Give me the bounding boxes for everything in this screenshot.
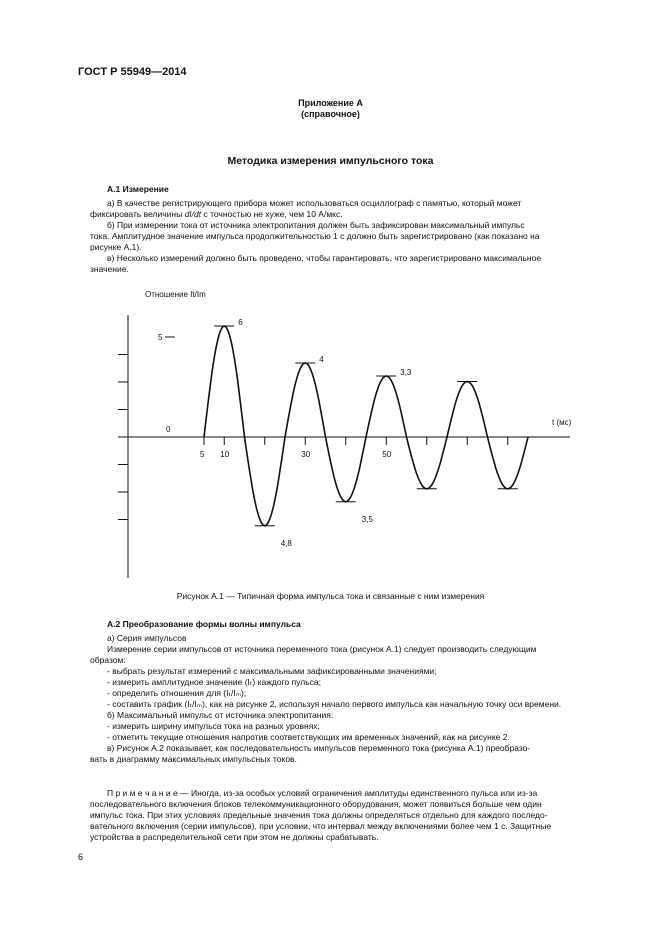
note-line1: — Иногда, из-за особых условий ограничения амплитуды единственного пульса или из-за: [177, 788, 538, 798]
note-label: П р и м е ч а н и е: [107, 788, 178, 798]
peak-label: 3,3: [400, 367, 412, 377]
peak-label: 3,5: [361, 514, 373, 524]
a2-c-line2: вать в диаграмму максимальных импульсных токов.: [90, 754, 297, 764]
a1-a-line2: фиксировать величины: [90, 209, 185, 219]
list-item: - выбрать результат измерений с максимальными зафиксированными значениями;: [107, 666, 437, 676]
pulse-waveform: [204, 326, 528, 526]
a2-a-title: а) Серия импульсов: [107, 633, 187, 643]
note-line4: вательного включения (серии импульсов), при условии, что интервал между включениями более чем 1 с. Защитные: [90, 821, 552, 831]
main-title: Методика измерения импульсного тока: [227, 155, 434, 167]
annex-type: (справочное): [301, 109, 360, 119]
x-axis-label: t (мс): [552, 418, 572, 427]
a1-b-line2: тока. Амплитудное значение импульса продолжительностью 1 с должно быть зарегистрировано (как показано на: [90, 231, 540, 241]
x-tick-label: 10: [220, 450, 230, 459]
y-tick-label: 0: [166, 425, 171, 434]
a1-a-line2-end: с точностью не хуже, чем 10 А/мкс.: [201, 209, 343, 219]
a2-b-title: б) Максимальный импульс от источника электропитания:: [107, 710, 334, 720]
list-item: - определить отношения для (Iₜ/Iₘ);: [107, 688, 247, 698]
a1-a-line1: а) В качестве регистрирующего прибора может использоваться осциллограф с памятью, который может: [107, 198, 522, 208]
document-header: ГОСТ Р 55949—2014: [78, 66, 187, 78]
peak-label: 4,8: [280, 538, 292, 548]
page-number: 6: [78, 852, 84, 862]
figure-a1-chart: [0, 280, 661, 585]
list-item: - составить график (Iₜ/Iₘ), как на рисунке 2, используя начало первого импульса как начальную точку оси времени.: [107, 699, 562, 709]
x-tick-label: 50: [382, 450, 392, 459]
figure-caption: Рисунок А.1 — Типичная форма импульса тока и связанные с ним измерения: [176, 591, 485, 601]
section-a1-body: [90, 198, 606, 275]
a1-a-formula: dI/dt: [184, 209, 202, 219]
list-item: - измерить амплитудное значение (Iₜ) каждого пульса;: [107, 677, 321, 687]
peak-label: 6: [238, 318, 243, 327]
annex-heading: [0, 98, 661, 120]
x-tick-label: 5: [200, 450, 205, 459]
y-tick-label: 5: [158, 333, 163, 342]
note-line3: импульс тока. При этих условиях предельные значения тока должны определяться отдельно для каждого последо-: [90, 810, 548, 820]
section-a2-body: [90, 633, 606, 765]
y-axis-label: Отношение It/Im: [145, 290, 206, 299]
annex-title: Приложение А: [298, 98, 363, 108]
note-line2: последовательного включения блоков телекоммуникационного оборудования, может появиться больше чем один: [90, 799, 542, 809]
note-block: [90, 788, 606, 843]
a1-b-line3: рисунке А.1).: [90, 242, 142, 252]
list-item: - измерить ширину импульса тока на разных уровнях;: [107, 721, 320, 731]
a1-b-line1: б) При измерении тока от источника электропитания должен быть зафиксирован максимальный импульс: [107, 220, 525, 230]
x-tick-label: 30: [301, 450, 311, 459]
section-a2-heading: А.2 Преобразование формы волны импульса: [107, 619, 301, 629]
list-item: - отметить текущие отношения напротив соответствующих им временных значений, как на рисунке 2.: [107, 732, 510, 742]
a2-a-intro1: Измерение серии импульсов от источника переменного тока (рисунок А.1) следует производить следующим: [107, 644, 537, 654]
peak-label: 4: [319, 355, 324, 364]
a2-c-line1: в) Рисунок А.2 показывает, как последовательность импульсов переменного тока (рисунка А.1) преобразо-: [107, 743, 531, 753]
section-a1-heading: А.1 Измерение: [107, 184, 169, 194]
a1-c-line2: значение.: [90, 264, 129, 274]
a1-c-line1: в) Несколько измерений должно быть проведено, чтобы гарантировать, что зарегистрировано максимальное: [107, 253, 542, 263]
note-line5: устройства в распределительной сети при этом не должны срабатывать.: [90, 832, 379, 842]
a2-a-intro2: образом:: [90, 655, 126, 665]
